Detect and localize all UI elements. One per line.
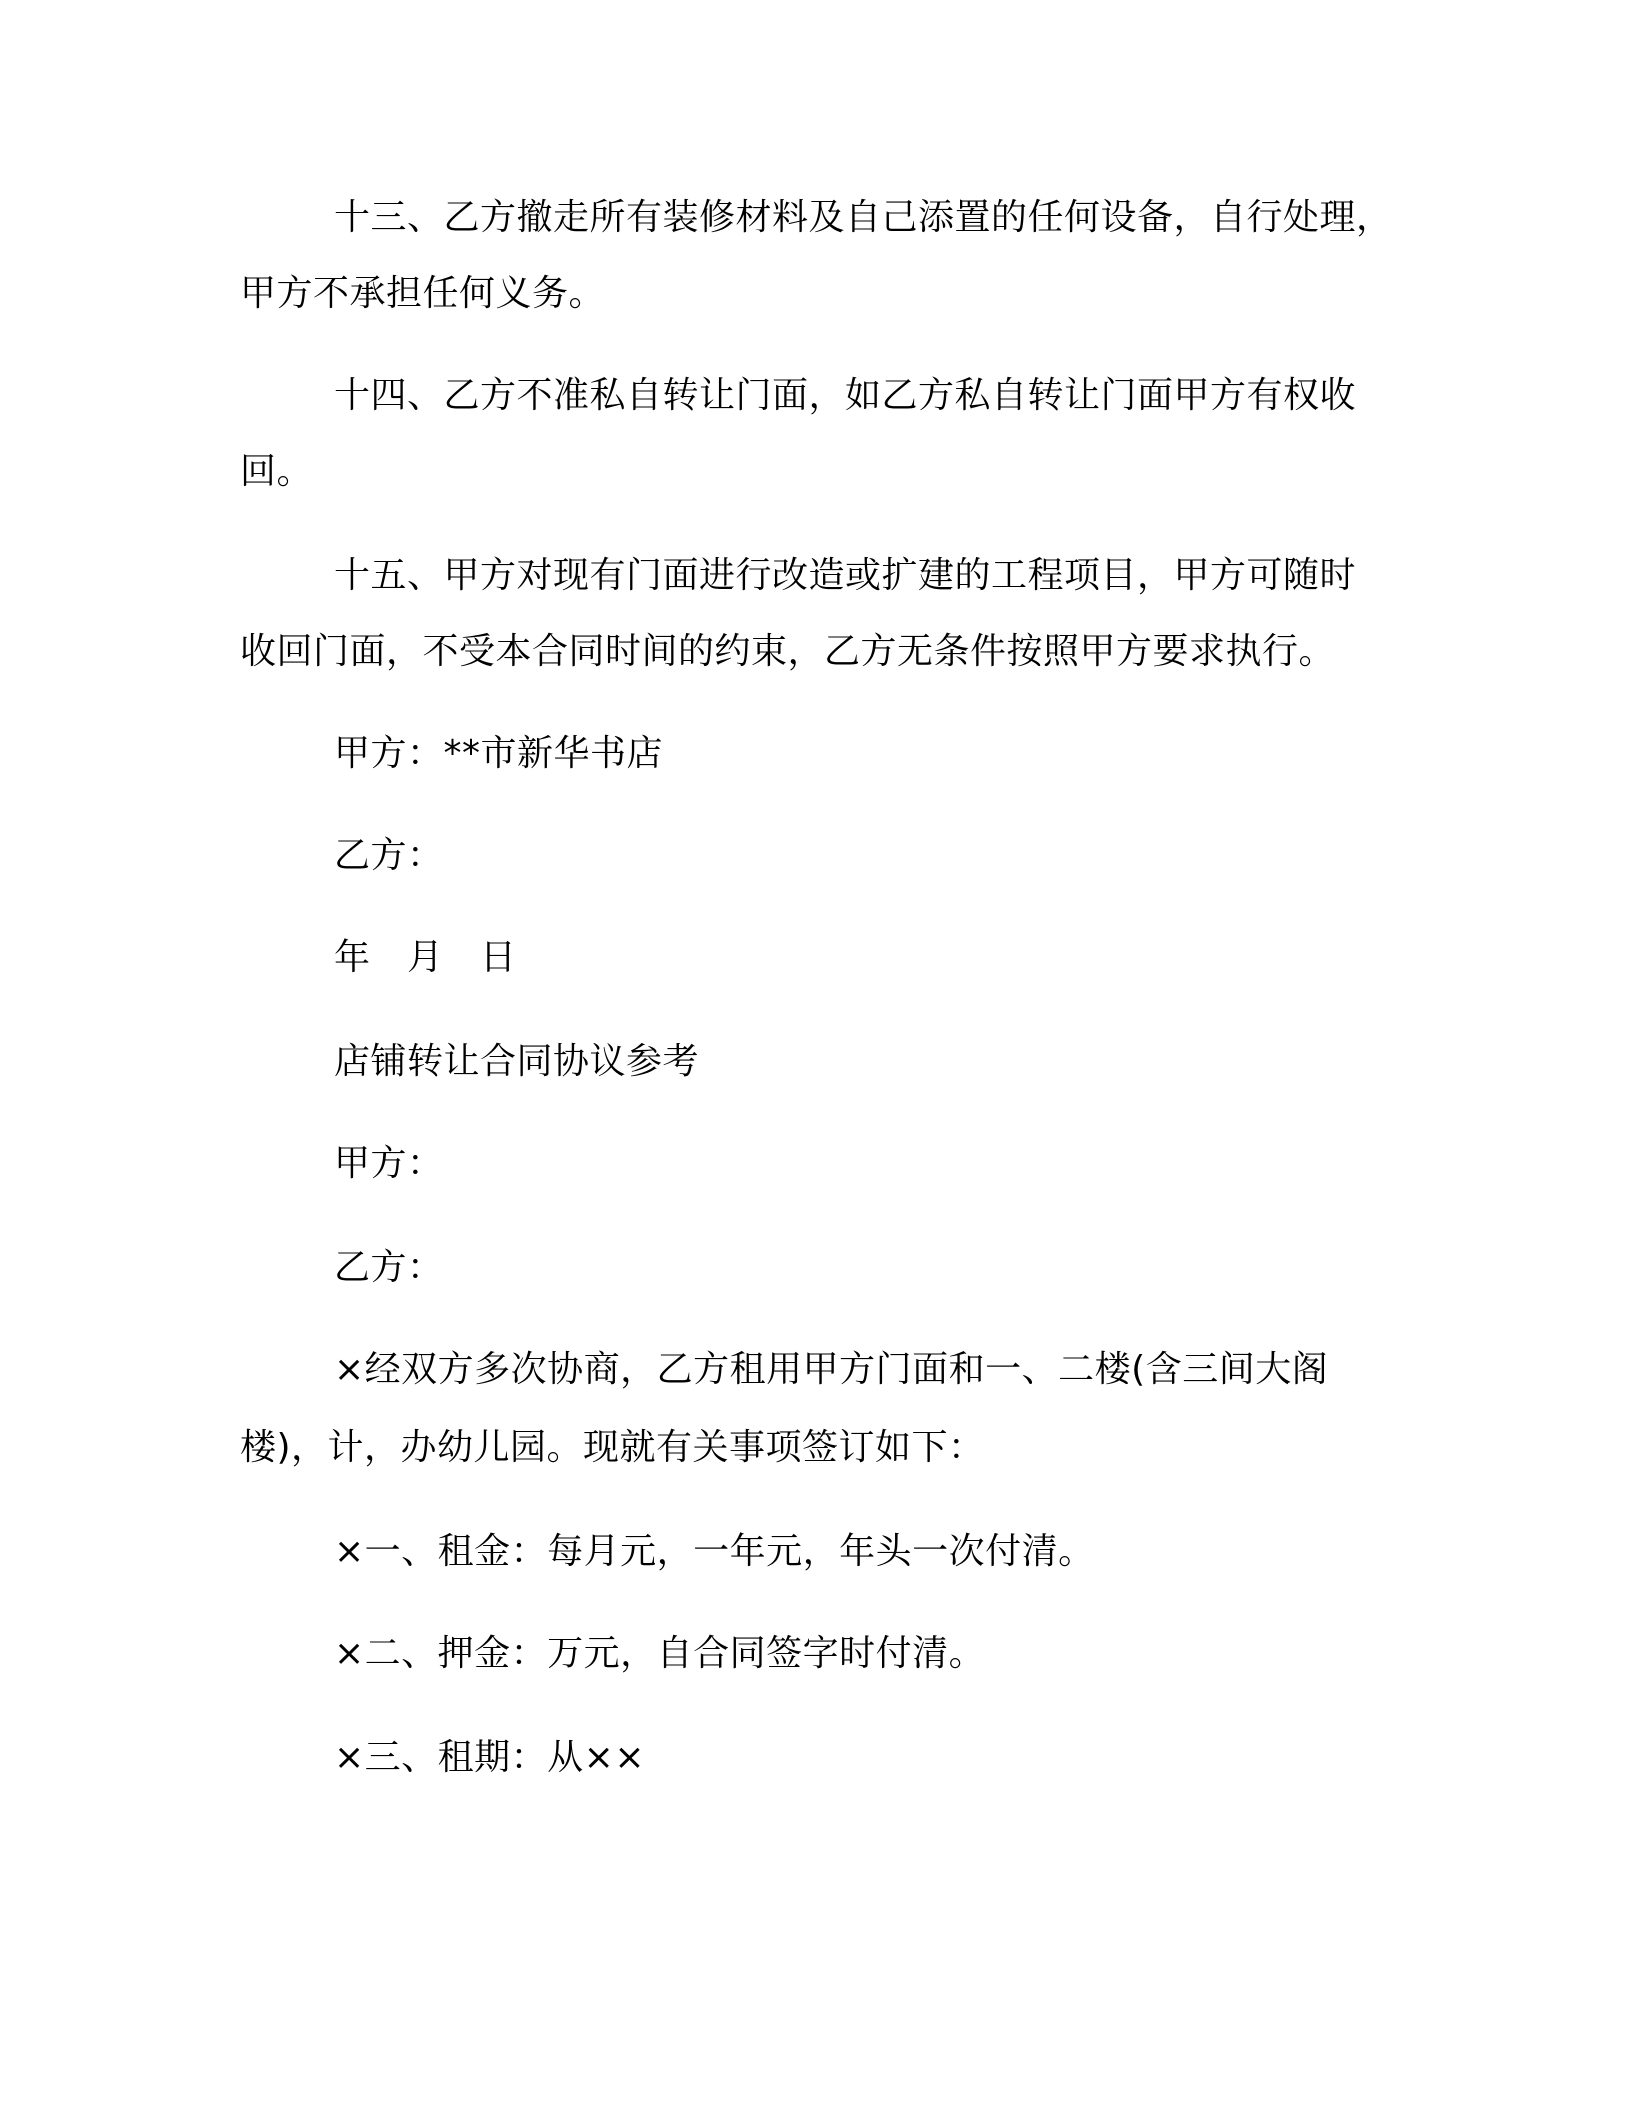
clause-14-line-1: 十四、乙方不准私自转让门面，如乙方私自转让门面甲方有权收 <box>334 375 1357 416</box>
second-contract-party-a: 甲方： <box>334 1143 444 1184</box>
clause-13-line-1: 十三、乙方撤走所有装修材料及自己添置的任何设备，自行处理， <box>334 197 1393 238</box>
second-contract-item-2: ×二、押金：万元，自合同签字时付清。 <box>334 1633 986 1674</box>
clause-15-line-2: 收回门面，不受本合同时间的约束，乙方无条件按照甲方要求执行。 <box>240 631 1336 672</box>
clause-13-line-2: 甲方不承担任何义务。 <box>240 273 606 314</box>
signature-date: 年 月 日 <box>334 937 517 978</box>
second-contract-title: 店铺转让合同协议参考 <box>334 1041 700 1082</box>
second-contract-intro-line-2: 楼)，计，办幼儿园。现就有关事项签订如下： <box>240 1427 985 1468</box>
second-contract-item-3: ×三、租期：从×× <box>334 1737 645 1778</box>
clause-14-line-2: 回。 <box>240 451 314 492</box>
second-contract-intro-line-1: ×经双方多次协商，乙方租用甲方门面和一、二楼(含三间大阁 <box>334 1349 1329 1390</box>
signature-party-b: 乙方： <box>334 835 444 876</box>
second-contract-party-b: 乙方： <box>334 1247 444 1288</box>
signature-party-a: 甲方：**市新华书店 <box>334 733 664 774</box>
clause-15-line-1: 十五、甲方对现有门面进行改造或扩建的工程项目，甲方可随时 <box>334 555 1357 596</box>
second-contract-item-1: ×一、租金：每月元，一年元，年头一次付清。 <box>334 1531 1095 1572</box>
